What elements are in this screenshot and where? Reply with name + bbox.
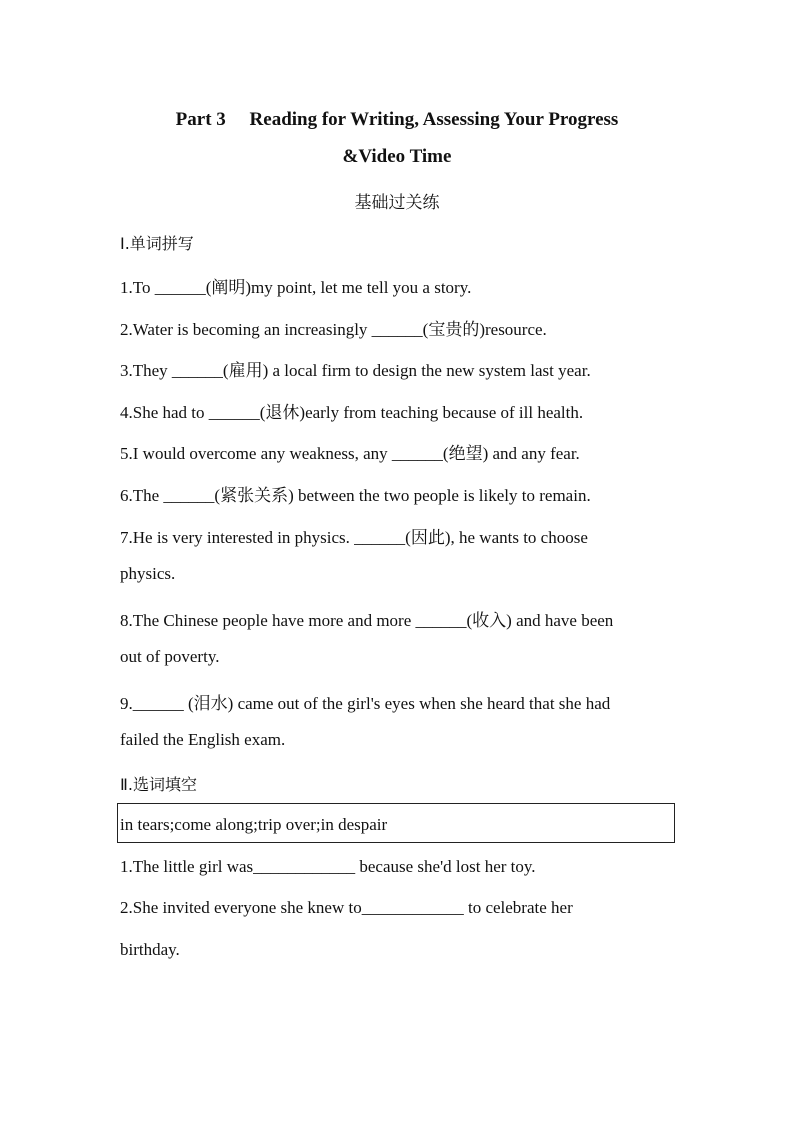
page-title-line-1: Part 3 Reading for Writing, Assessing Your Progress xyxy=(175,109,619,130)
exercise-line-continuation: physics. xyxy=(120,564,176,583)
exercise-line: 8.The Chinese people have more and more ______(收入) and have been xyxy=(120,611,614,630)
exercise-line: 1.To ______(阐明)my point, let me tell you a story. xyxy=(120,278,472,297)
word-bank-box xyxy=(117,803,675,843)
page-subtitle: 基础过关练 xyxy=(354,193,440,213)
exercise-line-continuation: out of poverty. xyxy=(120,647,220,666)
word-bank-text: in tears;come along;trip over;in despair xyxy=(120,815,388,834)
exercise-line: 4.She had to ______(退休)early from teaching because of ill health. xyxy=(120,403,584,422)
exercise-line-continuation: birthday. xyxy=(120,940,180,959)
exercise-line: 2.Water is becoming an increasingly ______(宝贵的)resource. xyxy=(120,320,547,339)
exercise-line: 9.______ (泪水) came out of the girl's eyes when she heard that she had xyxy=(120,694,611,713)
section-heading-spelling: Ⅰ.单词拼写 xyxy=(120,234,194,253)
exercise-line: 6.The ______(紧张关系) between the two people is likely to remain. xyxy=(120,486,591,505)
exercise-line: 3.They ______(雇用) a local firm to design the new system last year. xyxy=(120,361,591,380)
exercise-line-continuation: failed the English exam. xyxy=(120,730,286,749)
section-heading-fill-in: Ⅱ.选词填空 xyxy=(120,775,197,794)
exercise-line: 2.She invited everyone she knew to____________ to celebrate her xyxy=(120,898,573,917)
exercise-line: 1.The little girl was____________ because she'd lost her toy. xyxy=(120,857,536,876)
exercise-line: 7.He is very interested in physics. ______(因此), he wants to choose xyxy=(120,528,588,547)
page-title-line-2: &Video Time xyxy=(342,146,452,167)
exercise-line: 5.I would overcome any weakness, any ______(绝望) and any fear. xyxy=(120,444,580,463)
